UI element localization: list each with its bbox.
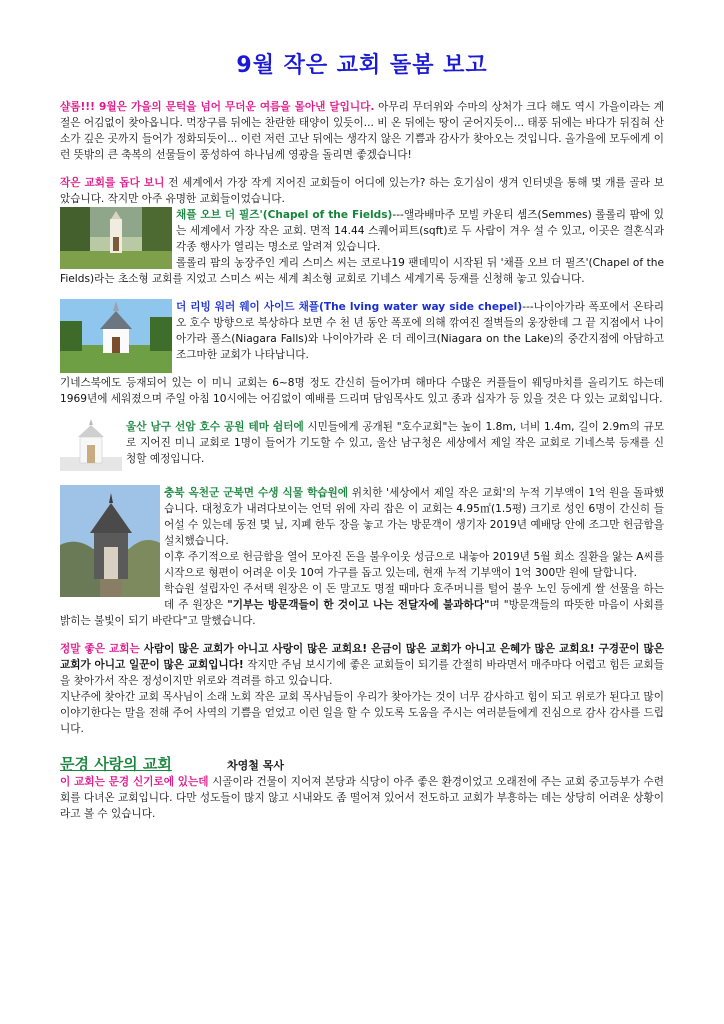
chapel-fields-photo	[60, 207, 172, 269]
ulsan-lake-name: 울산 남구 선암 호수 공원 테마 쉼터에	[126, 421, 304, 433]
footer-body: 시골이라 건물이 지어져 본당과 식당이 아주 좋은 환경이었고 오래전에 주는 교회 중고등부가 수련회를 다녀온 교회입니다. 다만 성도들이 많지 않고 시내와도 좀 떨어져 있어서 전도하고 교회가 부흥하는 데는 상당히 어려운 상황이라고 볼 수 있습니다.	[60, 776, 664, 820]
good-lead: 정말 좋은 교회는	[60, 643, 140, 655]
small-body: 전 세계에서 가장 작게 지어진 교회들이 어디에 있는가? 하는 호기심이 생겨 인터넷을 통해 몇 개를 골라 보았습니다. 작지만 아주 유명한 교회들이었습니다.	[60, 177, 664, 205]
good-bold: 사람이 많은 교회가 아니고 사랑이 많은 교회요! 은금이 많은 교회가 아니고 은혜가 많은 교회요! 구경꾼이 많은 교회가 아니고 일꾼이 많은 교회입니다!	[60, 643, 664, 671]
footer-church-name: 문경 사랑의 교회	[60, 755, 172, 773]
intro-paragraph	[60, 99, 664, 163]
report-page	[60, 48, 664, 822]
chapel-fields-text: ---앨라배마주 모빌 카운티 셈즈(Semmes) 롤롤리 팜에 있는 세계에서 가장 작은 교회. 면적 14.44 스퀘어피트(sqft)로 두 사람이 겨우 설 수 있고, 이곳은 결혼식과 각종 행사가 열리는 명소로 알려져 있습니다.	[176, 209, 664, 253]
okcheon-text: 위치한 '세상에서 제일 작은 교회'의 누적 기부액이 1억 원을 돌파했습니다. 대청호가 내려다보이는 언덕 위에 자리 잡은 이 교회는 4.95㎡(1.5평) 크기로 성인 6명이 간신히 들어설 수 있는데 동전 몇 닢, 지폐 한두 장을 놓고 가는 방문객이 생기자 2019년 예배당 안에 조그만 헌금함을 설치했습니다.	[164, 487, 664, 547]
living-water-text-2: 기네스북에도 등재되어 있는 이 미니 교회는 6~8명 정도 간신히 들어가며 해마다 수많은 커플들이 웨딩마치를 올리기도 하는데 1969년에 세워졌으며 주일 아침 10시에는 어김없이 예배를 드리며 담임목사도 있고 종과 십자가 등 있을 것은 다 있는 교회입니다.	[60, 377, 664, 405]
ulsan-lake-text: 시민들에게 공개된 "호수교회"는 높이 1.8m, 너비 1.4m, 길이 2.9m의 규모로 지어진 미니 교회로 1명이 들어가 기도할 수 있고, 울산 남구청은 세상에서 제일 작은 교회로 기네스북 등재를 신청할 예정입니다.	[126, 421, 664, 465]
footer-author: 차영철 목사	[226, 759, 284, 772]
living-water-name: 더 리빙 워러 웨이 사이드 채플(The lving water way side chepel)	[176, 301, 523, 313]
okcheon-quote: "기부는 방문객들이 한 것이고 나는 전달자에 불과하다"	[227, 599, 490, 611]
living-water-chapel-photo	[60, 299, 172, 373]
okcheon-name: 충북 옥천군 군북면 수생 식물 학습원에	[164, 487, 349, 499]
small-church-paragraph	[60, 175, 664, 207]
living-water-text: ---나이아가라 폭포에서 온타리오 호수 방향으로 북상하다 보면 수 천 년 동안 폭포에 의해 깎여진 절벽들의 웅장한데 그 끝 지점에서 나이아가라 폴스(Niagara Falls)와 나이아가라 온 더 레이크(Niagara on the Lake)의 중간지점에 아담하고 조그마한 교회가 나타납니다.	[176, 301, 664, 361]
good-body: 작지만 주님 보시기에 좋은 교회들이 되기를 간절히 바라면서 매주마다 어렵고 힘든 교회들을 찾아가서 작은 정성이지만 위로와 격려를 하고 있습니다.	[60, 659, 664, 687]
small-lead: 작은 교회를 돕다 보니	[60, 177, 165, 189]
okcheon-text-2: 이후 주기적으로 헌금함을 열어 모아진 돈을 불우이웃 성금으로 내놓아 2019년 5월 희소 질환을 앓는 A씨를 시작으로 형편이 어려운 이웃 10여 가구를 돕고 있는데, 현재 누적 기부액이 1억 300만 원에 달합니다.	[164, 551, 664, 579]
okcheon-church-photo	[60, 485, 160, 597]
ulsan-lake-section	[60, 419, 664, 467]
footer-lead: 이 교회는 문경 신기로에 있는데	[60, 776, 209, 788]
intro-lead: 샬롬!!! 9월은 가을의 문턱을 넘어 무더운 여름을 몰아낸 달입니다.	[60, 101, 375, 113]
chapel-fields-text-2: 롤롤리 팜의 농장주인 게리 스미스 씨는 코로나19 팬데믹이 시작된 뒤 '채플 오브 더 필즈'(Chapel of the Fields)라는 초소형 교회를 지었고 스미스 씨는 세계 최소형 교회로 기네스 세계기록 등재를 신청해 놓고 있습니다.	[60, 257, 664, 285]
chapel-fields-name: 채플 오브 더 필즈'(Chapel of the Fields)	[176, 209, 393, 221]
ulsan-lake-church-photo	[60, 419, 122, 471]
living-water-section	[60, 299, 664, 407]
intro-body: 아무리 무더위와 수마의 상처가 크다 해도 역시 가을이라는 계절은 어김없이 찾아옵니다. 먹장구름 뒤에는 찬란한 태양이 있듯이... 비 온 뒤에는 땅이 굳어지듯이... 태풍 뒤에는 바다가 뒤집혀 산소가 깊은 곳까지 들어가 정화되듯이... 이런 저런 고난 뒤에는 생각지 않은 기쁨과 감사가 찾아오는 것입니다. 올가을에 모두에게 이런 뜻밖의 큰 축복의 선물들이 풍성하여 하나님께 영광을 돌리면 좋겠습니다!	[60, 101, 664, 161]
good-church-paragraph	[60, 641, 664, 689]
chapel-fields-section	[60, 207, 664, 287]
okcheon-section	[60, 485, 664, 629]
good-church-paragraph-2: 지난주에 찾아간 교회 목사님이 소래 노회 작은 교회 목사님들이 우리가 찾아가는 것이 너무 감사하고 힘이 되고 위로가 된다고 많이 이야기한다는 말을 전해 주어 사역의 기쁨을 얻었고 이런 일을 할 수 있도록 도움을 주시는 여러분들에게 진심으로 감사 감사를 드립니다.	[60, 691, 664, 735]
footer-paragraph	[60, 774, 664, 822]
footer-heading	[60, 753, 664, 774]
okcheon-text-3: 학습원 설립자인 주서택 원장은 이 돈 말고도 명절 때마다 호주머니를 털어 불우 노인 등에게 쌀 선물을 하는데 주 원장은 "기부는 방문객들이 한 것이고 나는 전달자에 불과하다"며 "방문객들의 따뜻한 마음이 사회를 밝히는 불빛이 되기 바란다"고 말했습니다.	[60, 583, 664, 627]
page-title: 9월 작은 교회 돌봄 보고	[236, 53, 488, 78]
